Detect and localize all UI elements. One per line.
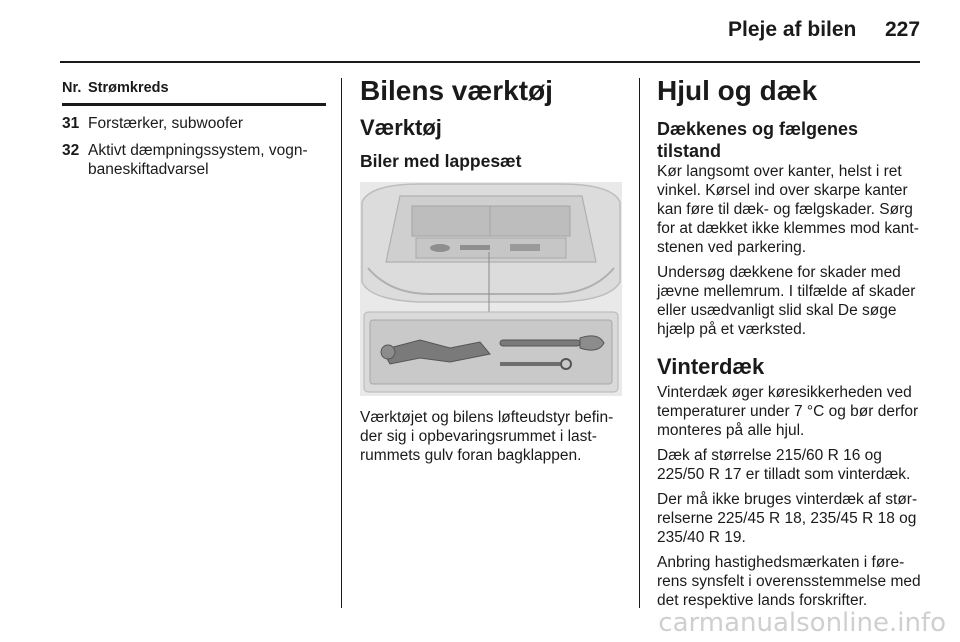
row-number: 31: [62, 115, 80, 132]
table-row: [62, 114, 326, 133]
winter-paragraph-3: Der må ikke bruges vinterdæk af stør-relserne 225/45 R 18, 235/45 R 18 og 235/40 R 19.: [657, 491, 918, 546]
section-title: Pleje af bilen: [728, 18, 857, 41]
table-rule: [62, 103, 326, 106]
row-text: Aktivt dæmpningssystem, vogn-baneskiftadvarsel: [88, 142, 308, 178]
column-divider-1: [341, 78, 342, 608]
wheels-heading: Hjul og dæk: [657, 75, 818, 106]
row-text: Forstærker, subwoofer: [88, 115, 244, 132]
tire-paragraph-1: Kør langsomt over kanter, helst i ret vinkel. Kørsel ind over skarpe kanter kan føre til dæk- og fælgskader. Sørg for at dækket ikke klemmes mod kant-stenen ved parkering.: [657, 163, 919, 256]
tool-kit-illustration: [360, 182, 622, 396]
table-header: [62, 80, 326, 100]
column-divider-2: [639, 78, 640, 608]
header-circuit: Strømkreds: [88, 80, 169, 96]
header-divider: [60, 61, 920, 63]
wheels-section: [657, 74, 922, 616]
tools-section: [360, 74, 625, 471]
tire-condition-heading: Dækkenes og fælgenes tilstand: [657, 119, 859, 161]
winter-paragraph-1: Vinterdæk øger køresikkerheden ved temperaturer under 7 °C og bør derfor monteres på alle hjul.: [657, 384, 919, 439]
tire-paragraph-2: Undersøg dækkene for skader med jævne mellemrum. I tilfælde af skader eller usædvanligt slid skal De søge hjælp på et værksted.: [657, 264, 916, 338]
watermark: carmanualsonline.info: [658, 608, 946, 638]
row-number: 32: [62, 142, 80, 159]
header-nr: Nr.: [62, 80, 82, 96]
table-row: [62, 141, 326, 179]
page-number: 227: [885, 18, 921, 41]
tools-heading: Bilens værktøj: [360, 75, 553, 106]
tools-caption: Værktøjet og bilens løfteudstyr befin-der sig i opbevaringsrummet i last-rummets gulv foran bagklappen.: [360, 409, 614, 464]
circuit-table: [62, 80, 326, 187]
winter-paragraph-2: Dæk af størrelse 215/60 R 16 og 225/50 R 17 er tilladt som vinterdæk.: [657, 447, 911, 483]
winter-paragraph-4: Anbring hastighedsmærkaten i føre-rens synsfelt i overensstemmelse med det respektive lands forskrifter.: [657, 554, 921, 609]
winter-tires-heading: Vinterdæk: [657, 354, 765, 379]
tools-subsubheading: Biler med lappesæt: [360, 151, 522, 171]
car-trunk-icon: [360, 182, 622, 396]
tools-subheading: Værktøj: [360, 115, 442, 140]
